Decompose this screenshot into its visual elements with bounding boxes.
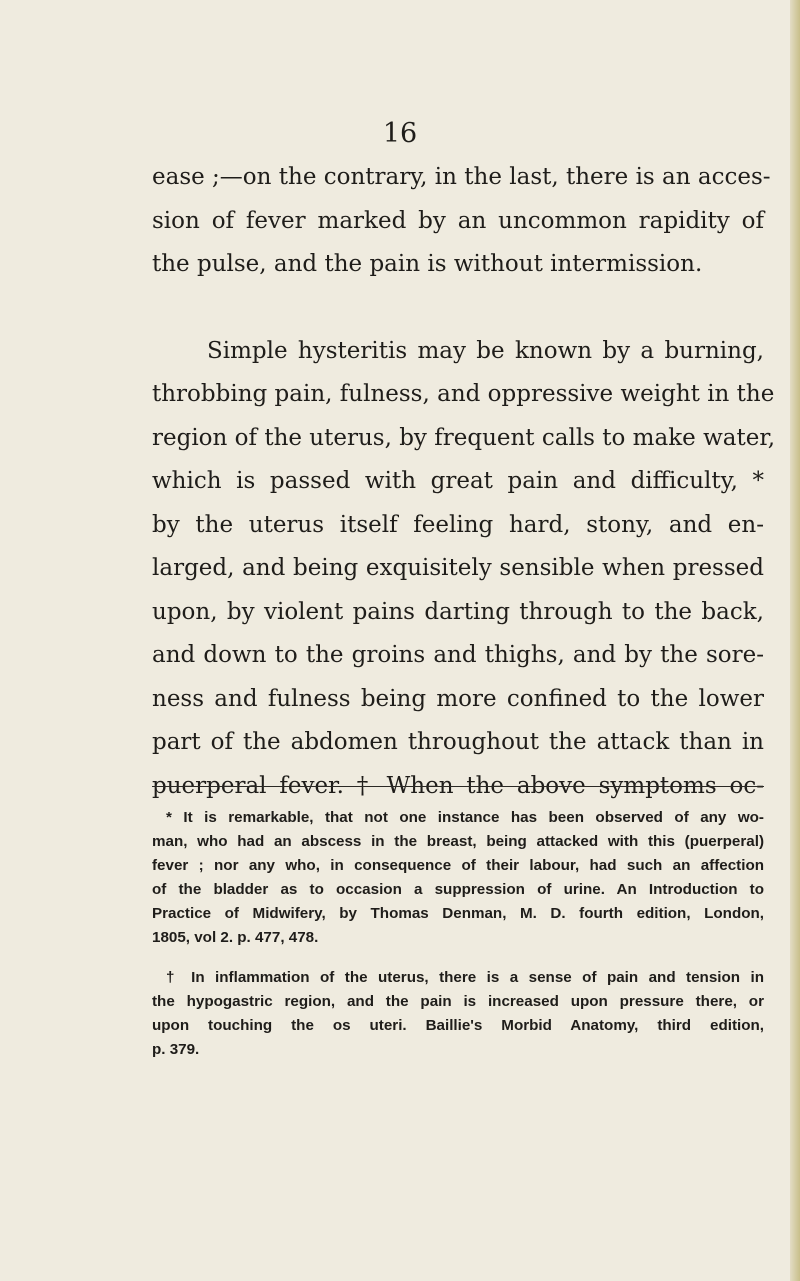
footnote-dagger (152, 966, 764, 1062)
footnote-asterisk (152, 806, 764, 950)
text-line: by the uterus itself feeling hard, stony, and en- (152, 511, 764, 538)
footnote-line: † In inflammation of the uterus, there is a sense of pain and tension in (166, 969, 764, 986)
text-line: puerperal fever. † When the above symptoms oc- (152, 772, 764, 799)
text-line: ease ;—on the contrary, in the last, there is an acces- (152, 164, 771, 190)
text-line: which is passed with great pain and difficulty, * (152, 468, 764, 494)
footnote-line: the hypogastric region, and the pain is increased upon pressure there, or (152, 993, 764, 1010)
footnote-line: fever ; nor any who, in consequence of their labour, had such an affection (152, 857, 764, 874)
footnote-line: 1805, vol 2. p. 477, 478. (152, 929, 319, 946)
text-line: part of the abdomen throughout the attack than in (152, 729, 764, 755)
text-line: and down to the groins and thighs, and by the sore- (152, 642, 764, 668)
body-text (152, 156, 776, 808)
footnote-line: man, who had an abscess in the breast, being attacked with this (puerperal) (152, 833, 764, 850)
footnote-line: of the bladder as to occasion a suppression of urine. An Introduction to (152, 881, 764, 898)
page-number: 16 (382, 118, 418, 149)
footnote-line: p. 379. (152, 1041, 200, 1058)
text-line: larged, and being exquisitely sensible when pressed (152, 555, 764, 581)
text-line: Simple hysteritis may be known by a burning, (207, 337, 764, 364)
text-line: throbbing pain, fulness, and oppressive weight in the (152, 381, 775, 407)
footnote-line: Practice of Midwifery, by Thomas Denman, M. D. fourth edition, London, (152, 905, 764, 922)
text-line: region of the uterus, by frequent calls to make water, (152, 424, 776, 451)
footnote-line: upon touching the os uteri. Baillie's Morbid Anatomy, third edition, (152, 1017, 764, 1034)
text-line: the pulse, and the pain is without intermission. (152, 251, 703, 277)
page-edge (790, 0, 800, 1281)
paragraph-break (152, 287, 764, 330)
footnotes (152, 806, 764, 1062)
footnote-line: * It is remarkable, that not one instance has been observed of any wo- (166, 809, 764, 826)
footnote-gap (152, 950, 764, 966)
footnote-rule (152, 786, 764, 787)
text-line: ness and fulness being more confined to the lower (152, 685, 764, 712)
text-line: sion of fever marked by an uncommon rapidity of (152, 207, 764, 234)
text-line: upon, by violent pains darting through to the back, (152, 598, 764, 625)
